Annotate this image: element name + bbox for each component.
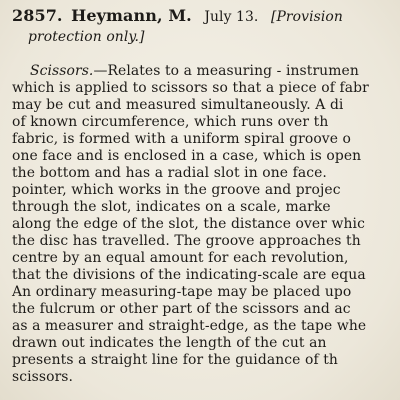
body-line: drawn out indicates the length of the cut an (12, 335, 327, 351)
body-line: along the edge of the slot, the distance over whic (12, 216, 365, 232)
body-line: of known circumference, which runs over th (12, 114, 329, 130)
body-line: that the divisions of the indicating-scale are equa (12, 267, 366, 283)
body-line: pointer, which works in the groove and projec (12, 182, 341, 198)
body-line (12, 63, 359, 79)
body-line: may be cut and measured simultaneously. A di (12, 97, 344, 113)
body-line-text: —Relates to a measuring - instrumen (93, 63, 359, 79)
entry-header (12, 8, 343, 25)
entry-date: July 13. (204, 9, 259, 25)
body-line: as a measurer and straight-edge, as the tape whe (12, 318, 367, 334)
provisional-note-start: [Provision (270, 9, 343, 25)
body-line: one face and is enclosed in a case, which is open (12, 148, 362, 164)
body-line: centre by an equal amount for each revolution, (12, 250, 349, 266)
entry-number: 2857. (12, 6, 63, 25)
body-line: the bottom and has a radial slot in one face. (12, 165, 327, 181)
body-line: fabric, is formed with a uniform spiral groove o (12, 131, 352, 147)
body-line: which is applied to scissors so that a piece of fabr (12, 80, 369, 96)
body-line: through the slot, indicates on a scale, marke (12, 199, 331, 215)
provisional-note-end: protection only.] (28, 29, 145, 45)
inventor-name: Heymann, M. (71, 6, 192, 25)
body-line: presents a straight line for the guidance of th (12, 352, 338, 368)
subject-heading: Scissors. (30, 63, 94, 79)
body-line: An ordinary measuring-tape may be placed upo (12, 284, 352, 300)
body-line: the disc has travelled. The groove approaches th (12, 233, 361, 249)
body-line: scissors. (12, 369, 74, 385)
body-line: the fulcrum or other part of the scissors and ac (12, 301, 351, 317)
